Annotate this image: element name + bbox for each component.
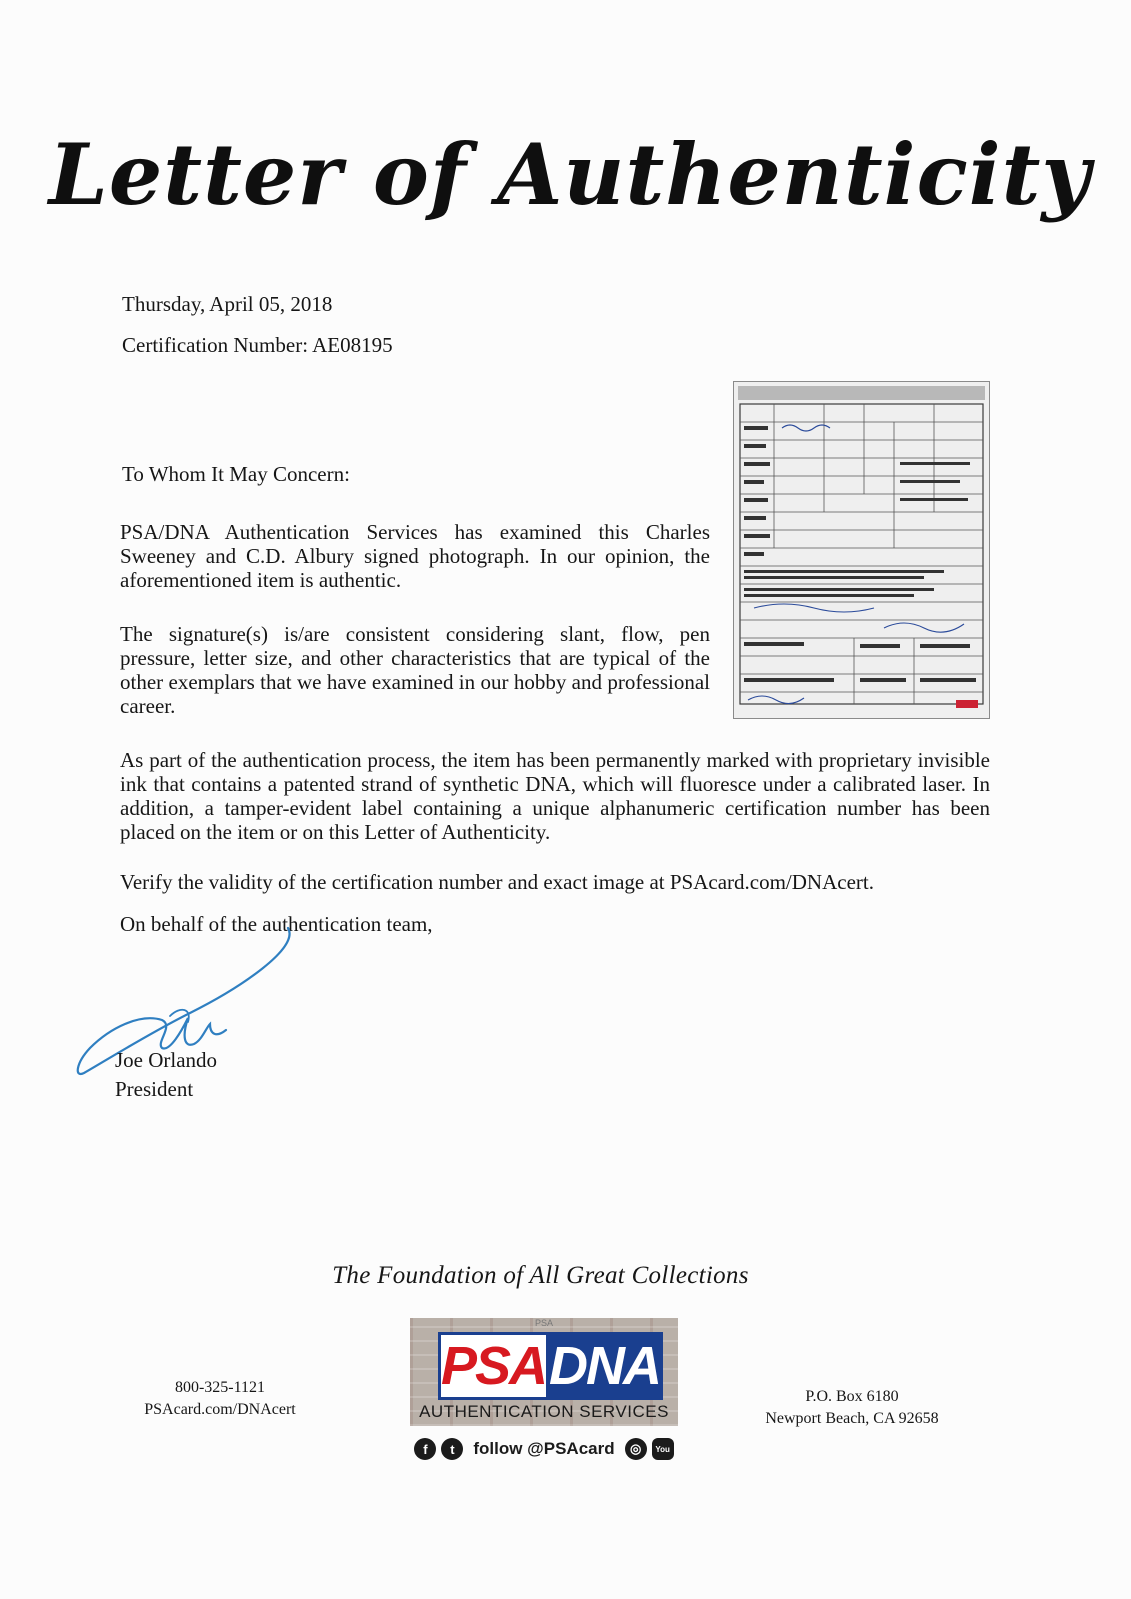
- twitter-icon: t: [441, 1438, 463, 1460]
- paragraph-opinion: PSA/DNA Authentication Services has examined this Charles Sweeney and C.D. Albury signed photograph. In our opinion, the aforementioned item is authentic.: [120, 520, 710, 592]
- signer-name: Joe Orlando: [115, 1048, 218, 1072]
- letter-title: [48, 112, 1092, 242]
- paragraph-characteristics: The signature(s) is/are consistent considering slant, flow, pen pressure, letter size, and other characteristics that are typical of the other exemplars that we have examined in our hobby and professional career.: [120, 622, 710, 718]
- youtube-icon: You: [652, 1438, 674, 1460]
- footer-tagline: The Foundation of All Great Collections: [332, 1262, 749, 1289]
- paragraph-closing: On behalf of the authentication team,: [120, 912, 433, 936]
- logo-dna: DNA: [546, 1332, 663, 1400]
- instagram-icon: ◎: [625, 1438, 647, 1460]
- paragraph-process: As part of the authentication process, the item has been permanently marked with proprietary invisible ink that contains a patented strand of synthetic DNA, which will fluoresce under a calibrated laser. In addition, a tamper-evident label containing a unique alphanumeric certification number has been placed on the item or on this Letter of Authenticity.: [120, 748, 990, 844]
- certification-number: Certification Number: AE08195: [122, 333, 393, 357]
- footer-contact-left: [134, 1377, 306, 1421]
- logo-mark: [438, 1332, 661, 1400]
- paragraph-verify: Verify the validity of the certification number and exact image at PSAcard.com/DNAcert.: [120, 870, 874, 894]
- follow-handle: follow @PSAcard: [473, 1439, 615, 1458]
- website-text: PSAcard.com/DNAcert: [144, 1401, 296, 1418]
- logo-strip-text: PSA: [534, 1318, 553, 1328]
- facebook-icon: f: [414, 1438, 436, 1460]
- salutation: To Whom It May Concern:: [122, 462, 350, 486]
- psa-dna-logo: [410, 1318, 678, 1426]
- footer-contact-right: [752, 1386, 952, 1430]
- title-text: Letter of Authenticity: [48, 125, 1092, 224]
- phone-number: 800-325-1121: [174, 1379, 266, 1396]
- social-bar: [408, 1434, 680, 1464]
- logo-psa: PSA: [438, 1332, 546, 1400]
- letter-date: Thursday, April 05, 2018: [122, 292, 333, 316]
- address-line-1: P.O. Box 6180: [805, 1388, 899, 1405]
- address-line-2: Newport Beach, CA 92658: [765, 1410, 939, 1427]
- signer-title: President: [115, 1077, 194, 1101]
- logo-subtitle: AUTHENTICATION SERVICES: [419, 1402, 669, 1421]
- flight-report-image: [733, 381, 990, 719]
